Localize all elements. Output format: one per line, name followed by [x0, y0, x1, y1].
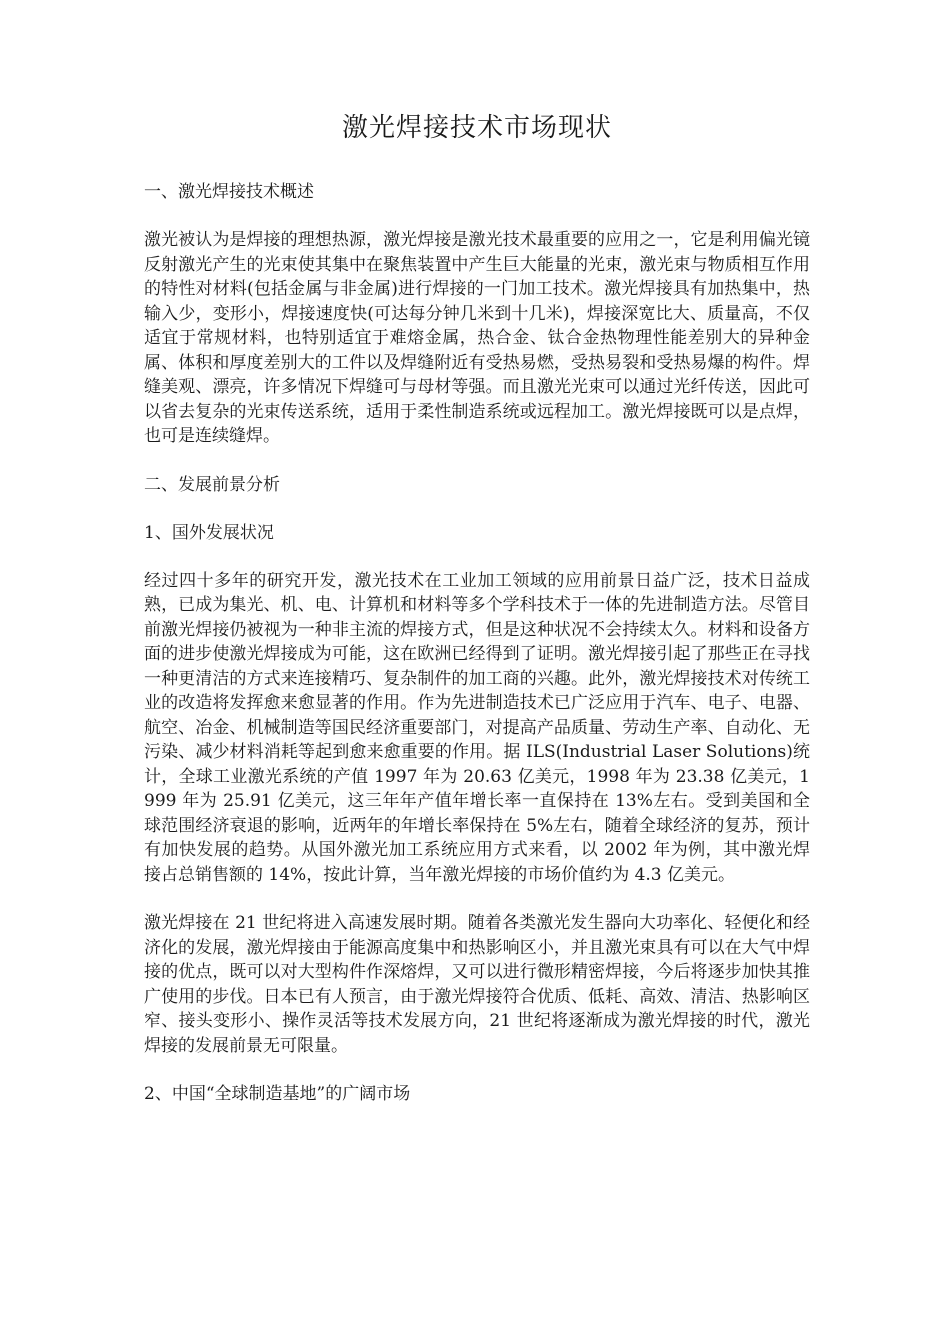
- paragraph-overview: 激光被认为是焊接的理想热源，激光焊接是激光技术最重要的应用之一，它是利用偏光镜反射激光产生的光束使其集中在聚焦装置中产生巨大能量的光束，激光束与物质相互作用的特性对材料(包括金属与非金属)进行焊接的一门加工技术。激光焊接具有加热集中，热输入少，变形小，焊接速度快(可达每分钟几米到十几米)，焊接深宽比大、质量高，不仅适宜于常规材料，也特别适宜于难熔金属，热合金、钛合金热物理性能差别大的异种金属、体积和厚度差别大的工件以及焊缝附近有受热易燃，受热易裂和受热易爆的构件。焊缝美观、漂亮，许多情况下焊缝可与母材等强。而且激光光束可以通过光纤传送，因此可以省去复杂的光束传送系统，适用于柔性制造系统或远程加工。激光焊接既可以是点焊，也可是连续缝焊。: [144, 230, 810, 446]
- document-page: [144, 108, 810, 1130]
- subsection-heading-china: 2、中国“全球制造基地”的广阔市场: [144, 1084, 411, 1104]
- paragraph-foreign-development: 经过四十多年的研究开发，激光技术在工业加工领域的应用前景日益广泛，技术日益成熟，已成为集光、机、电、计算机和材料等多个学科技术于一体的先进制造方法。尽管目前激光焊接仍被视为一种非主流的焊接方式，但是这种状况不会持续太久。材料和设备方面的进步使激光焊接成为可能，这在欧洲已经得到了证明。激光焊接引起了那些正在寻找一种更清洁的方式来连接精巧、复杂制件的加工商的兴趣。此外，激光焊接技术对传统工业的改造将发挥愈来愈显著的作用。作为先进制造技术已广泛应用于汽车、电子、电器、航空、冶金、机械制造等国民经济重要部门，对提高产品质量、劳动生产率、自动化、无污染、减少材料消耗等起到愈来愈重要的作用。据 ILS(Industrial Laser Solutions)统计，全球工业激光系统的产值 1997 年为 20.63 亿美元，1998 年为 23.38 亿美元，1999 年为 25.91 亿美元，这三年年产值年增长率一直保持在 13%左右。受到美国和全球范围经济衰退的影响，近两年的年增长率保持在 5%左右，随着全球经济的复苏，预计有加快发展的趋势。从国外激光加工系统应用方式来看，以 2002 年为例，其中激光焊接占总销售额的 14%，按此计算，当年激光焊接的市场价值约为 4.3 亿美元。: [144, 570, 810, 885]
- section-heading-overview: 一、激光焊接技术概述: [144, 182, 314, 202]
- subsection-heading-foreign: 1、国外发展状况: [144, 522, 274, 543]
- page-title: 激光焊接技术市场现状: [341, 113, 612, 143]
- paragraph-21st-century: 激光焊接在 21 世纪将进入高速发展时期。随着各类激光发生器向大功率化、轻便化和经济化的发展，激光焊接由于能源高度集中和热影响区小，并且激光束具有可以在大气中焊接的优点，既可以对大型构件作深熔焊，又可以进行微形精密焊接，今后将逐步加快其推广使用的步伐。日本已有人预言，由于激光焊接符合优质、低耗、高效、清洁、热影响区窄、接头变形小、操作灵活等技术发展方向，21 世纪将逐渐成为激光焊接的时代，激光焊接的发展前景无可限量。: [144, 913, 810, 1056]
- section-heading-prospects: 二、发展前景分析: [144, 474, 280, 495]
